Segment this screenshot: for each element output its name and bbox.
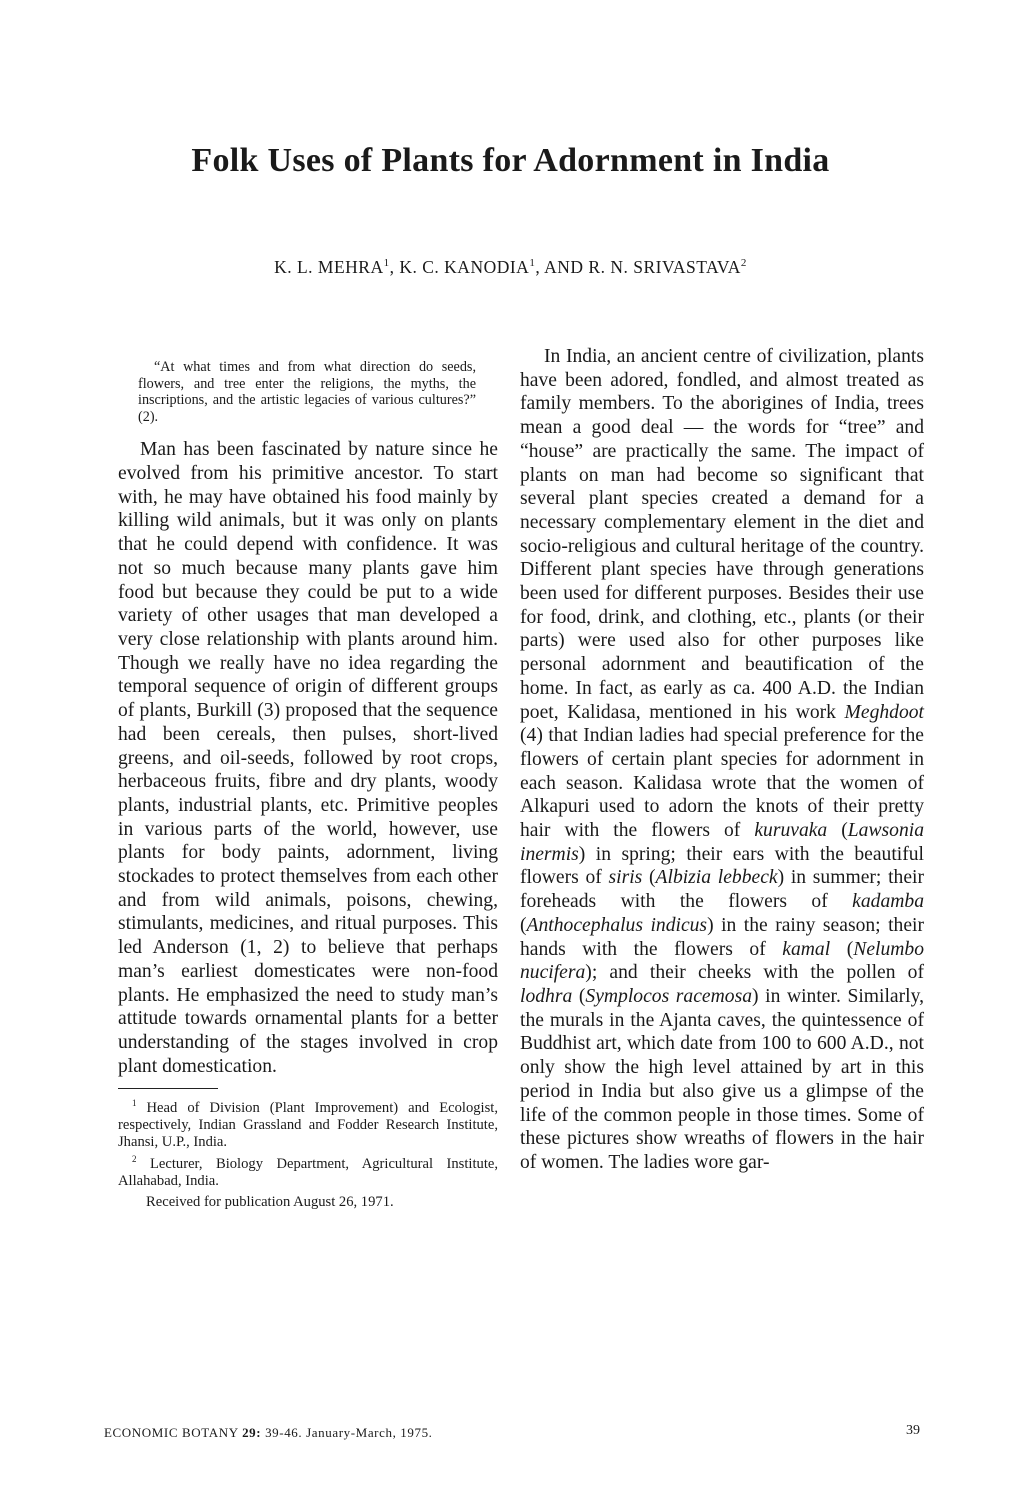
- author-name: K. C. KANODIA: [399, 257, 530, 277]
- author-name: R. N. SRIVASTAVA: [588, 257, 741, 277]
- author-separator: ,: [389, 257, 400, 277]
- plant-local-name: siris: [608, 867, 643, 889]
- work-title: Meghdoot: [844, 701, 924, 723]
- affiliation-mark: 2: [740, 257, 747, 270]
- footnote: [118, 1151, 498, 1190]
- footnote-mark: 1: [132, 1098, 137, 1109]
- left-column: [118, 345, 498, 1211]
- plant-scientific-name: Lawsonia inermis: [520, 820, 924, 865]
- footnote-mark: 2: [132, 1154, 137, 1165]
- author-name: K. L. MEHRA: [274, 257, 384, 277]
- plant-scientific-name: Nelumbo nucifera: [520, 938, 924, 984]
- plant-scientific-name: Symplocos racemosa: [585, 985, 752, 1007]
- plant-local-name: kuruvaka: [754, 820, 828, 842]
- article-title: Folk Uses of Plants for Adornment in India: [191, 142, 830, 179]
- volume-number: 29:: [242, 1425, 262, 1440]
- footnote: [118, 1095, 498, 1151]
- received-date: Received for publication August 26, 1971.: [146, 1194, 394, 1211]
- body-paragraph: In India, an ancient centre of civilization, plants have been adored, fondled, and almost treated as family members. To the aborigines of India, trees mean a good deal — the words for “tree” and “house” are practically the same. The impact of plants on man had become so significant that several plant species created a demand for a necessary complementary element in the diet and socio-religious and cultural heritage of the country. Different plant species have through generations been used for different purposes. Besides their use for food, drink, and clothing, etc., plants (or their parts) were used also for other purposes like personal adornment and beautification of the home. In fact, as early as ca. 400 A.D. the Indian poet, Kalidasa, mentioned in his work Meghdoot (4) that Indian ladies had special preference for the flowers of certain plant species for adornment in each season. Kalidasa wrote that the women of Alkapuri used to adorn the knots of their pretty hair with the flowers of kuruvaka (Lawsonia inermis) in spring; their ears with the beautiful flowers of siris (Albizia lebbeck) in summer; their foreheads with the flowers of kadamba (Anthocephalus indicus) in the rainy season; their hands with the flowers of kamal (Nelumbo nucifera); and their cheeks with the pollen of lodhra (Symplocos racemosa) in winter. Similarly, the murals in the Ajanta caves, the quintessence of Buddhist art, which date from 100 to 600 A.D., not only show the high level attained by art in this period in India but also give us a glimpse of the life of the common people in those times. Some of these pictures show wreaths of flowers in the hair of women. The ladies wore gar-: [520, 346, 924, 1173]
- plant-scientific-name: Albizia lebbeck: [655, 867, 778, 889]
- plant-local-name: kadamba: [852, 891, 924, 913]
- page-number: 39: [906, 1423, 920, 1438]
- plant-scientific-name: Anthocephalus indicus: [526, 914, 708, 936]
- footnote-text: Lecturer, Biology Department, Agricultural Institute, Allahabad, India.: [118, 1156, 498, 1190]
- plant-local-name: lodhra: [520, 985, 573, 1007]
- footnote-divider: [118, 1088, 218, 1089]
- epigraph-quote: “At what times and from what direction do seeds, flowers, and tree enter the religions, the myths, the inscriptions, and the artistic legacies of various cultures?” (2).: [138, 359, 476, 425]
- author-separator: , AND: [535, 257, 589, 277]
- affiliation-mark: 1: [529, 257, 536, 270]
- author-line: [0, 257, 1021, 278]
- journal-footer: ECONOMIC BOTANY 29: 39-46. January-March, 1975.: [104, 1425, 433, 1440]
- plant-local-name: kamal: [782, 938, 831, 960]
- right-column: [520, 345, 924, 1175]
- affiliation-mark: 1: [383, 257, 390, 270]
- body-paragraph: Man has been fascinated by nature since he evolved from his primitive ancestor. To start with, he may have obtained his food mainly by killing wild animals, but it was only on plants that he could depend with confidence. It was not so much because many plants gave him food but because they could be put to a wide variety of other usages that man developed a very close relationship with plants around him. Though we really have no idea regarding the temporal sequence of origin of different groups of plants, Burkill (3) proposed that the sequence had been cereals, then pulses, short-lived greens, and oil-seeds, followed by root crops, herbaceous fruits, fibre and dry plants, woody plants, industrial plants, etc. Primitive peoples in various parts of the world, however, use plants for body paints, adornment, living stockades to protect themselves from each other and from wild animals, poisons, chewing, stimulants, medicines, and ritual purposes. This led Anderson (1, 2) to believe that perhaps man’s earliest domesticates were non-food plants. He emphasized the need to study man’s attitude towards ornamental plants for a better understanding of the stages involved in crop plant domestication.: [118, 439, 498, 1077]
- footnote-text: Head of Division (Plant Improvement) and Ecologist, respectively, Indian Grassland and Fodder Research Institute, Jhansi, U.P., India.: [118, 1100, 498, 1151]
